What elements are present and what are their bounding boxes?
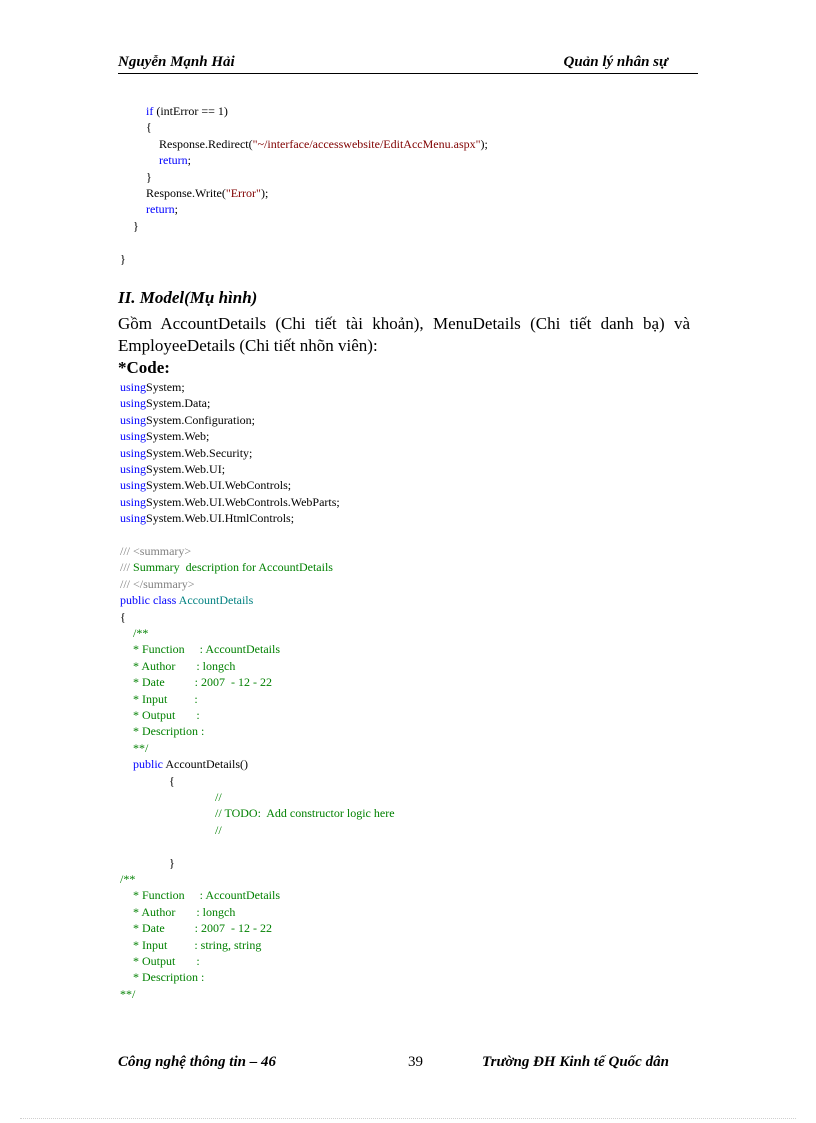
section-heading: II. Model(Mụ hình) <box>118 288 258 307</box>
code-line <box>120 445 252 461</box>
code-line <box>133 953 200 969</box>
code-token: * Description : <box>133 970 205 985</box>
code-token: } <box>169 855 175 870</box>
code-token: /** <box>120 872 136 886</box>
code-line <box>146 201 178 217</box>
code-token: if <box>146 104 154 118</box>
code-token: using <box>120 396 147 411</box>
code-token: * Date : 2007 - 12 - 22 <box>133 921 272 936</box>
page-edge-divider <box>20 1118 796 1119</box>
code-token: ); <box>260 186 269 200</box>
code-token: AccountDetails() <box>165 757 248 772</box>
code-line <box>120 477 291 493</box>
code-token: // TODO: Add constructor logic here <box>215 806 395 821</box>
code-line <box>146 185 268 201</box>
code-line <box>133 904 235 920</box>
code-token: System.Web.Security; <box>146 445 253 460</box>
page-header <box>118 53 698 74</box>
code-token: // <box>215 822 222 837</box>
footer-left: Công nghệ thông tin – 46 <box>118 1054 276 1070</box>
code-token: return <box>146 202 175 217</box>
code-line <box>133 691 198 707</box>
code-line <box>120 461 225 477</box>
code-token: * Function : AccountDetails <box>133 642 280 657</box>
code-token: * Author : longch <box>133 658 236 673</box>
code-token: * Description : <box>133 724 205 739</box>
code-token: { <box>169 773 175 788</box>
code-line <box>215 789 222 805</box>
code-line <box>146 103 228 119</box>
code-line <box>159 152 191 168</box>
code-token: * Date : 2007 - 12 - 22 <box>133 675 272 690</box>
code-token: Summary description for AccountDetails <box>133 560 333 575</box>
code-line <box>120 543 191 559</box>
code-token: ; <box>174 202 178 217</box>
footer-right: Trường ĐH Kinh tế Quốc dân <box>482 1054 669 1070</box>
code-token: using <box>120 429 147 444</box>
code-line <box>215 822 222 838</box>
page-number: 39 <box>408 1054 423 1070</box>
code-token: using <box>120 380 147 394</box>
code-token: "Error" <box>225 186 261 200</box>
code-line <box>120 609 126 625</box>
header-title: Quản lý nhân sự <box>563 54 668 70</box>
code-token: } <box>120 251 126 266</box>
code-token: /// </summary> <box>120 576 195 591</box>
code-token: public class <box>120 593 179 608</box>
code-token: ; <box>187 153 191 168</box>
code-line <box>159 136 488 152</box>
code-token: using <box>120 478 147 493</box>
code-line <box>120 592 253 608</box>
code-token: System.Web.UI; <box>146 462 226 476</box>
code-token: { <box>146 120 152 135</box>
code-line <box>120 510 294 526</box>
code-line <box>133 658 235 674</box>
code-line <box>133 218 139 234</box>
code-token: using <box>120 412 147 427</box>
code-line <box>120 428 209 444</box>
code-line <box>120 251 126 267</box>
code-token: /** <box>133 626 149 640</box>
code-token: ); <box>480 136 488 151</box>
code-line <box>133 625 148 641</box>
code-line <box>133 641 280 657</box>
code-line <box>120 576 195 592</box>
code-line <box>120 379 185 395</box>
code-token: using <box>120 462 147 476</box>
code-token: // <box>215 790 222 804</box>
code-token: * Author : longch <box>133 904 236 919</box>
code-line <box>169 855 175 871</box>
code-token: using <box>120 445 147 460</box>
code-token: "~/interface/accesswebsite/EditAccMenu.aspx" <box>252 136 481 151</box>
code-line <box>169 773 175 789</box>
code-token: } <box>146 169 152 184</box>
code-token: AccountDetails <box>178 593 254 608</box>
code-token: System; <box>146 380 185 394</box>
code-token: * Output : <box>133 708 200 722</box>
code-token: public <box>133 757 166 772</box>
section-paragraph: Gồm AccountDetails (Chi tiết tài khoản), MenuDetails (Chi tiết danh bạ) và EmployeeDetails (Chi tiết nhõn viên): <box>118 314 690 355</box>
code-line <box>120 412 255 428</box>
code-token: return <box>159 153 188 168</box>
code-line <box>133 920 272 936</box>
code-token: System.Web.UI.WebControls.WebParts; <box>146 494 340 509</box>
code-token: System.Data; <box>146 396 211 411</box>
code-line <box>133 740 148 756</box>
code-line <box>133 937 261 953</box>
code-token: **/ <box>133 740 149 755</box>
code-line <box>120 395 210 411</box>
code-token: { <box>120 609 126 624</box>
code-line <box>120 559 333 575</box>
code-line <box>146 119 152 135</box>
code-token: using <box>120 511 147 526</box>
code-line <box>120 871 135 887</box>
code-token: Response.Write( <box>146 186 226 200</box>
code-token: /// <summary> <box>120 544 192 558</box>
code-token: System.Web; <box>146 429 210 444</box>
code-token: Response.Redirect( <box>159 136 253 151</box>
code-token: * Input : string, string <box>133 937 262 952</box>
code-token: **/ <box>120 986 136 1001</box>
code-token: * Function : AccountDetails <box>133 888 280 903</box>
code-line <box>120 986 135 1002</box>
code-token: } <box>133 218 139 233</box>
code-line <box>133 707 200 723</box>
code-line <box>146 169 152 185</box>
code-line <box>133 674 272 690</box>
code-token: using <box>120 494 147 509</box>
code-label: *Code: <box>118 358 170 377</box>
code-token: * Output : <box>133 954 200 968</box>
code-token: (intError == 1) <box>153 104 228 118</box>
code-line <box>215 805 395 821</box>
code-token: System.Configuration; <box>146 412 256 427</box>
code-token: System.Web.UI.WebControls; <box>146 478 292 493</box>
code-line <box>133 887 280 903</box>
code-line <box>133 756 248 772</box>
code-token: * Input : <box>133 691 198 706</box>
code-token: System.Web.UI.HtmlControls; <box>146 511 295 526</box>
header-author: Nguyễn Mạnh Hải <box>118 54 235 70</box>
code-line <box>120 494 340 510</box>
code-line <box>133 969 204 985</box>
code-line <box>133 723 204 739</box>
code-token: /// <box>120 560 134 575</box>
